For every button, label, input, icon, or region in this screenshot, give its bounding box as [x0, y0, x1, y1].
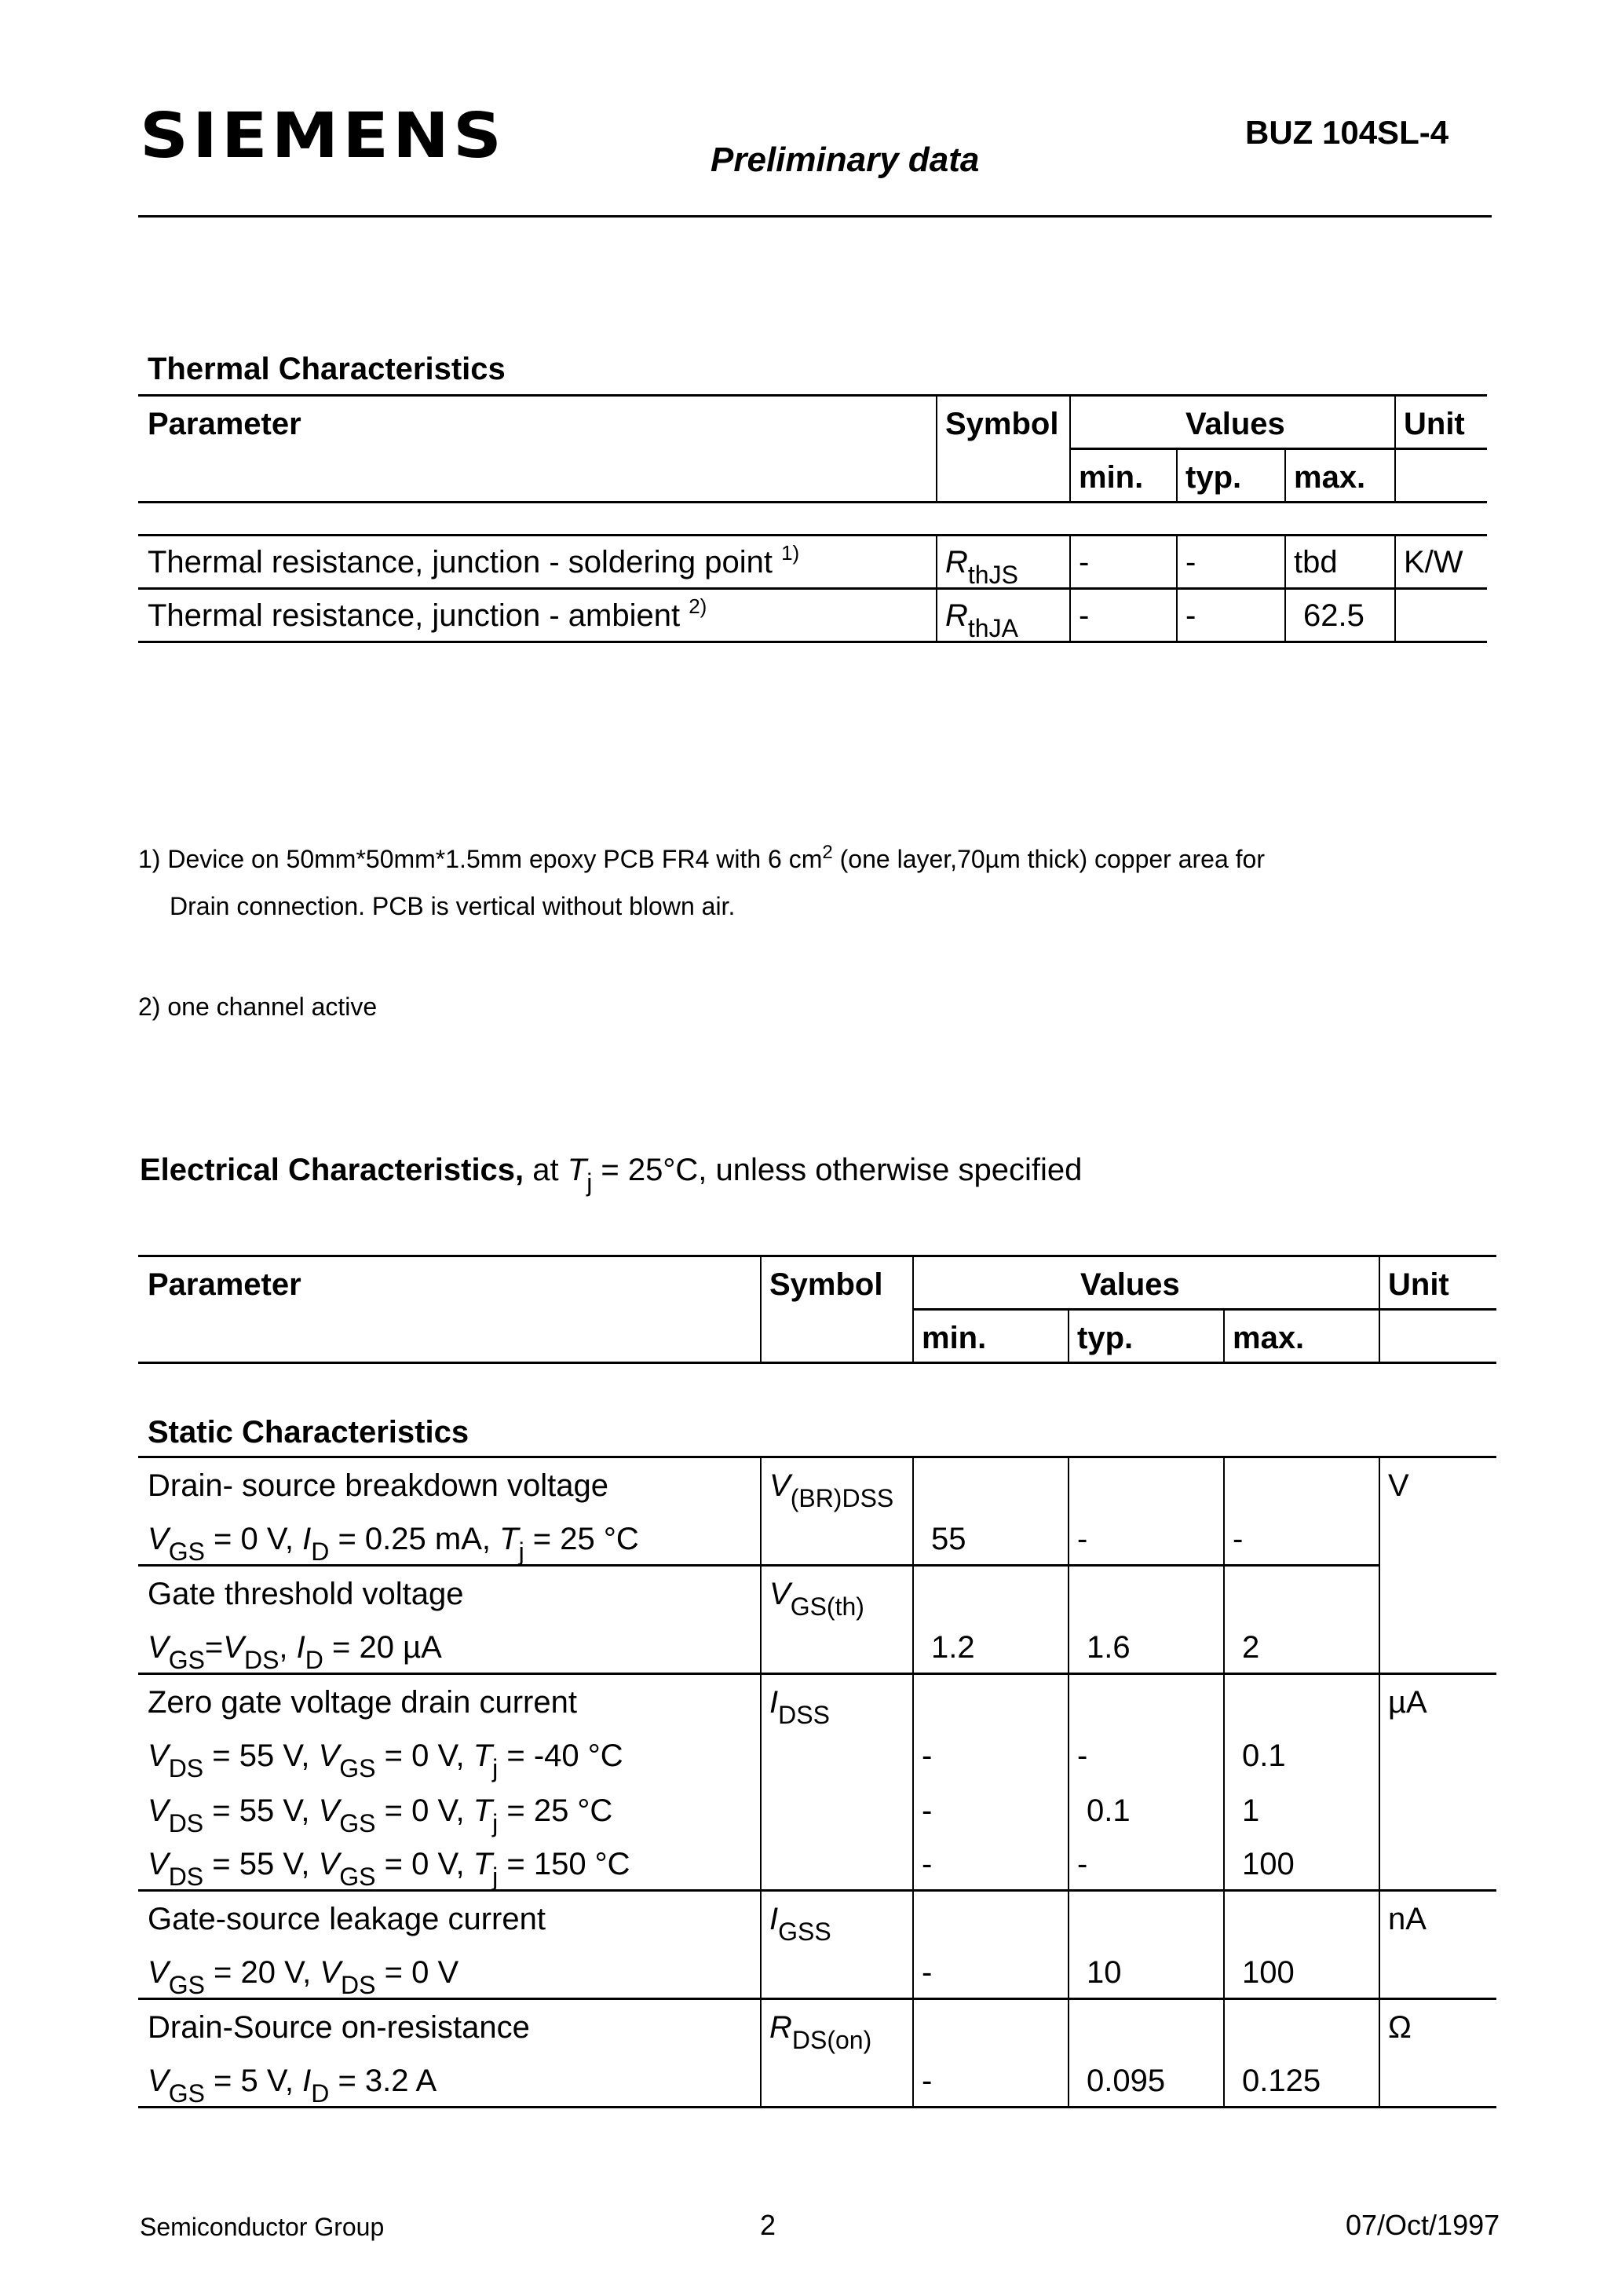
row3-condition-2: $V_{DS} = 55$ V, $V_{GS} = 0$ V, $T_j = 25$ °C [148, 1793, 613, 1837]
row4-typ: 10 [1087, 1955, 1122, 1990]
footer-company: Semiconductor Group [140, 2213, 385, 2241]
row2-symbol: $V_{GS(th)}$ [769, 1577, 864, 1621]
row5-condition: $V_{GS} = 5$ V, $I_D = 3.2$ A [148, 2064, 437, 2108]
footnote-1-line2: Drain connection. PCB is vertical without blown air. [170, 892, 736, 920]
row3a-min: - [922, 1738, 933, 1773]
row3c-max: 100 [1242, 1847, 1295, 1881]
row3b-max: 1 [1242, 1793, 1260, 1828]
document-subtitle: Preliminary data [711, 141, 980, 179]
footnote-2: 2) one channel active [138, 993, 378, 1021]
thermal-col-unit: Unit [1404, 407, 1465, 441]
thermal-col-values: Values [1185, 407, 1285, 441]
row2-min: 1.2 [931, 1630, 975, 1665]
table-row: Drain- source breakdown voltage [148, 1468, 608, 1503]
thermal-row1-symbol: $R_{thJS}$ [945, 545, 1018, 589]
row1-max: - [1233, 1522, 1244, 1556]
table-row: Zero gate voltage drain current [148, 1685, 577, 1720]
row2-typ: 1.6 [1087, 1630, 1131, 1665]
footer-date: 07/Oct/1997 [1346, 2209, 1500, 2241]
row2-condition: $V_{GS}=V_{DS}$, $I_D = 20$ µA [148, 1630, 442, 1674]
siemens-logo: SIEMENS [140, 100, 506, 173]
electrical-col-max: max. [1233, 1321, 1305, 1355]
table-row: Thermal resistance, junction - ambient $^{2)}$ [148, 594, 707, 633]
row3a-typ: - [1077, 1738, 1088, 1773]
row4-unit: nA [1388, 1902, 1427, 1936]
electrical-col-typ: typ. [1077, 1321, 1134, 1355]
thermal-col-symbol: Symbol [945, 407, 1059, 441]
electrical-col-unit: Unit [1388, 1267, 1449, 1302]
thermal-row1-max: tbd [1294, 545, 1338, 579]
table-row: Gate-source leakage current [148, 1902, 546, 1936]
row4-condition: $V_{GS} = 20$ V, $V_{DS} = 0$ V [148, 1955, 459, 1999]
row3-condition-3: $V_{DS} = 55$ V, $V_{GS} = 0$ V, $T_j = 150$ °C [148, 1847, 630, 1891]
row5-symbol: $R_{DS(on)}$ [769, 2010, 872, 2054]
thermal-row1-typ: - [1185, 545, 1196, 579]
row1-min: 55 [931, 1522, 966, 1556]
row4-max: 100 [1242, 1955, 1295, 1990]
row3b-min: - [922, 1793, 933, 1828]
thermal-title: Thermal Characteristics [148, 352, 506, 386]
row3c-typ: - [1077, 1847, 1088, 1881]
static-title: Static Characteristics [148, 1415, 469, 1450]
row2-max: 2 [1242, 1630, 1260, 1665]
thermal-row1-min: - [1079, 545, 1090, 579]
row1-unit: V [1388, 1468, 1409, 1503]
electrical-col-values: Values [1080, 1267, 1180, 1302]
row1-typ: - [1077, 1522, 1088, 1556]
row3-symbol: $I_{DSS}$ [769, 1685, 830, 1729]
thermal-col-max: max. [1294, 460, 1366, 495]
electrical-col-parameter: Parameter [148, 1267, 301, 1302]
footnote-1: 1) Device on 50mm*50mm*1.5mm epoxy PCB FR4 with 6 $cm^2$ (one layer,70µm thick) copper area for [138, 842, 1265, 873]
electrical-col-symbol: Symbol [769, 1267, 883, 1302]
row1-condition: $V_{GS} = 0$ V, $I_D = 0.25$ mA, $T_j = 25$ °C [148, 1522, 639, 1566]
row4-min: - [922, 1955, 933, 1990]
part-number: BUZ 104SL-4 [1245, 114, 1449, 151]
row5-max: 0.125 [1242, 2064, 1321, 2098]
thermal-row2-typ: - [1185, 598, 1196, 633]
row5-unit: Ω [1388, 2010, 1412, 2045]
row3-unit: µA [1388, 1685, 1427, 1720]
thermal-row2-min: - [1079, 598, 1090, 633]
row3-condition-1: $V_{DS} = 55$ V, $V_{GS} = 0$ V, $T_j = -40$ °C [148, 1738, 623, 1782]
table-row: Thermal resistance, junction - soldering point $^{1)}$ [148, 541, 800, 579]
row3a-max: 0.1 [1242, 1738, 1286, 1773]
thermal-row2-max: 62.5 [1303, 598, 1364, 633]
row5-typ: 0.095 [1087, 2064, 1166, 2098]
page-number: 2 [760, 2209, 776, 2241]
row3b-typ: 0.1 [1087, 1793, 1131, 1828]
table-row: Gate threshold voltage [148, 1577, 464, 1611]
table-row: Drain-Source on-resistance [148, 2010, 530, 2045]
thermal-col-min: min. [1079, 460, 1144, 495]
row4-symbol: $I_{GSS}$ [769, 1902, 831, 1946]
thermal-row2-symbol: $R_{thJA}$ [945, 598, 1018, 642]
thermal-col-typ: typ. [1185, 460, 1242, 495]
electrical-title: Electrical Characteristics, at $T_j = 25^\circ C$, unless otherwise specified [140, 1153, 1083, 1197]
electrical-col-min: min. [922, 1321, 987, 1355]
header-rule [138, 215, 1492, 218]
row5-min: - [922, 2064, 933, 2098]
thermal-col-parameter: Parameter [148, 407, 301, 441]
row1-symbol: $V_{(BR)DSS}$ [769, 1468, 894, 1512]
thermal-unit: K/W [1404, 545, 1463, 579]
row3c-min: - [922, 1847, 933, 1881]
